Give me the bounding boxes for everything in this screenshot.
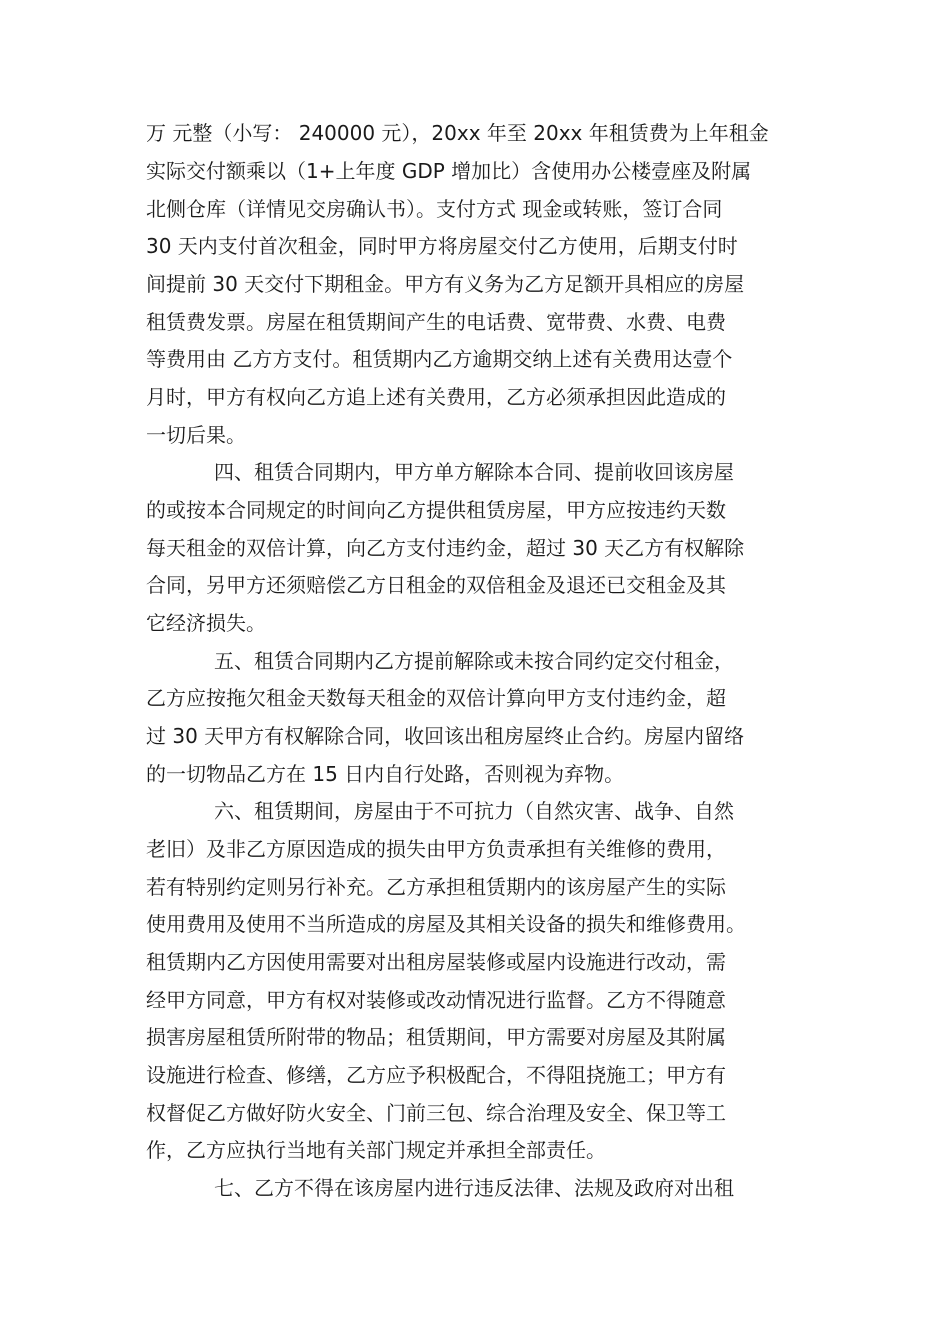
text-line: 租赁费发票。房屋在租赁期间产生的电话费、宽带费、水费、电费 [146, 310, 726, 334]
text-line: 月时，甲方有权向乙方追上述有关费用，乙方必须承担因此造成的 [146, 385, 726, 409]
text-line: 老旧）及非乙方原因造成的损失由甲方负责承担有关维修的费用， [146, 837, 726, 861]
text-line: 合同，另甲方还须赔偿乙方日租金的双倍租金及退还已交租金及其 [146, 573, 726, 597]
text-line: 租赁期内乙方因使用需要对出租房屋装修或屋内设施进行改动，需 [146, 950, 726, 974]
text-line: 损害房屋租赁所附带的物品；租赁期间，甲方需要对房屋及其附属 [146, 1025, 726, 1049]
section-5-heading-line: 五、租赁合同期内乙方提前解除或未按合同约定交付租金， [214, 649, 734, 673]
text-line: 实际交付额乘以（1+上年度 GDP 增加比）含使用办公楼壹座及附属 [146, 159, 752, 183]
text-line: 30 天内支付首次租金，同时甲方将房屋交付乙方使用，后期支付时 [146, 234, 738, 258]
text-line: 权督促乙方做好防火安全、门前三包、综合治理及安全、保卫等工 [146, 1101, 726, 1125]
section-4-heading-line: 四、租赁合同期内，甲方单方解除本合同、提前收回该房屋 [214, 460, 734, 484]
text-line: 万 元整（小写： 240000 元），20xx 年至 20xx 年租赁费为上年租金 [146, 121, 769, 145]
text-line: 等费用由 乙方方支付。租赁期内乙方逾期交纳上述有关费用达壹个 [146, 347, 733, 371]
text-line: 过 30 天甲方有权解除合同，收回该出租房屋终止合约。房屋内留络 [146, 724, 745, 748]
text-line: 的一切物品乙方在 15 日内自行处路，否则视为弃物。 [146, 762, 625, 786]
text-line: 若有特别约定则另行补充。乙方承担租赁期内的该房屋产生的实际 [146, 875, 726, 899]
text-line: 设施进行检查、修缮，乙方应予积极配合，不得阻挠施工；甲方有 [146, 1063, 726, 1087]
text-line: 间提前 30 天交付下期租金。甲方有义务为乙方足额开具相应的房屋 [146, 272, 745, 296]
text-line: 使用费用及使用不当所造成的房屋及其相关设备的损失和维修费用。 [146, 912, 746, 936]
section-7-heading-line: 七、乙方不得在该房屋内进行违反法律、法规及政府对出租 [214, 1176, 734, 1200]
text-line: 乙方应按拖欠租金天数每天租金的双倍计算向甲方支付违约金，超 [146, 686, 726, 710]
section-6-heading-line: 六、租赁期间，房屋由于不可抗力（自然灾害、战争、自然 [214, 799, 734, 823]
text-line: 每天租金的双倍计算，向乙方支付违约金，超过 30 天乙方有权解除 [146, 536, 745, 560]
text-line: 北侧仓库（详情见交房确认书）。支付方式 现金或转账，签订合同 [146, 197, 723, 221]
text-line: 它经济损失。 [146, 611, 266, 635]
text-line: 作，乙方应执行当地有关部门规定并承担全部责任。 [146, 1138, 606, 1162]
text-line: 经甲方同意，甲方有权对装修或改动情况进行监督。乙方不得随意 [146, 988, 726, 1012]
text-line: 一切后果。 [146, 423, 246, 447]
text-line: 的或按本合同规定的时间向乙方提供租赁房屋，甲方应按违约天数 [146, 498, 726, 522]
